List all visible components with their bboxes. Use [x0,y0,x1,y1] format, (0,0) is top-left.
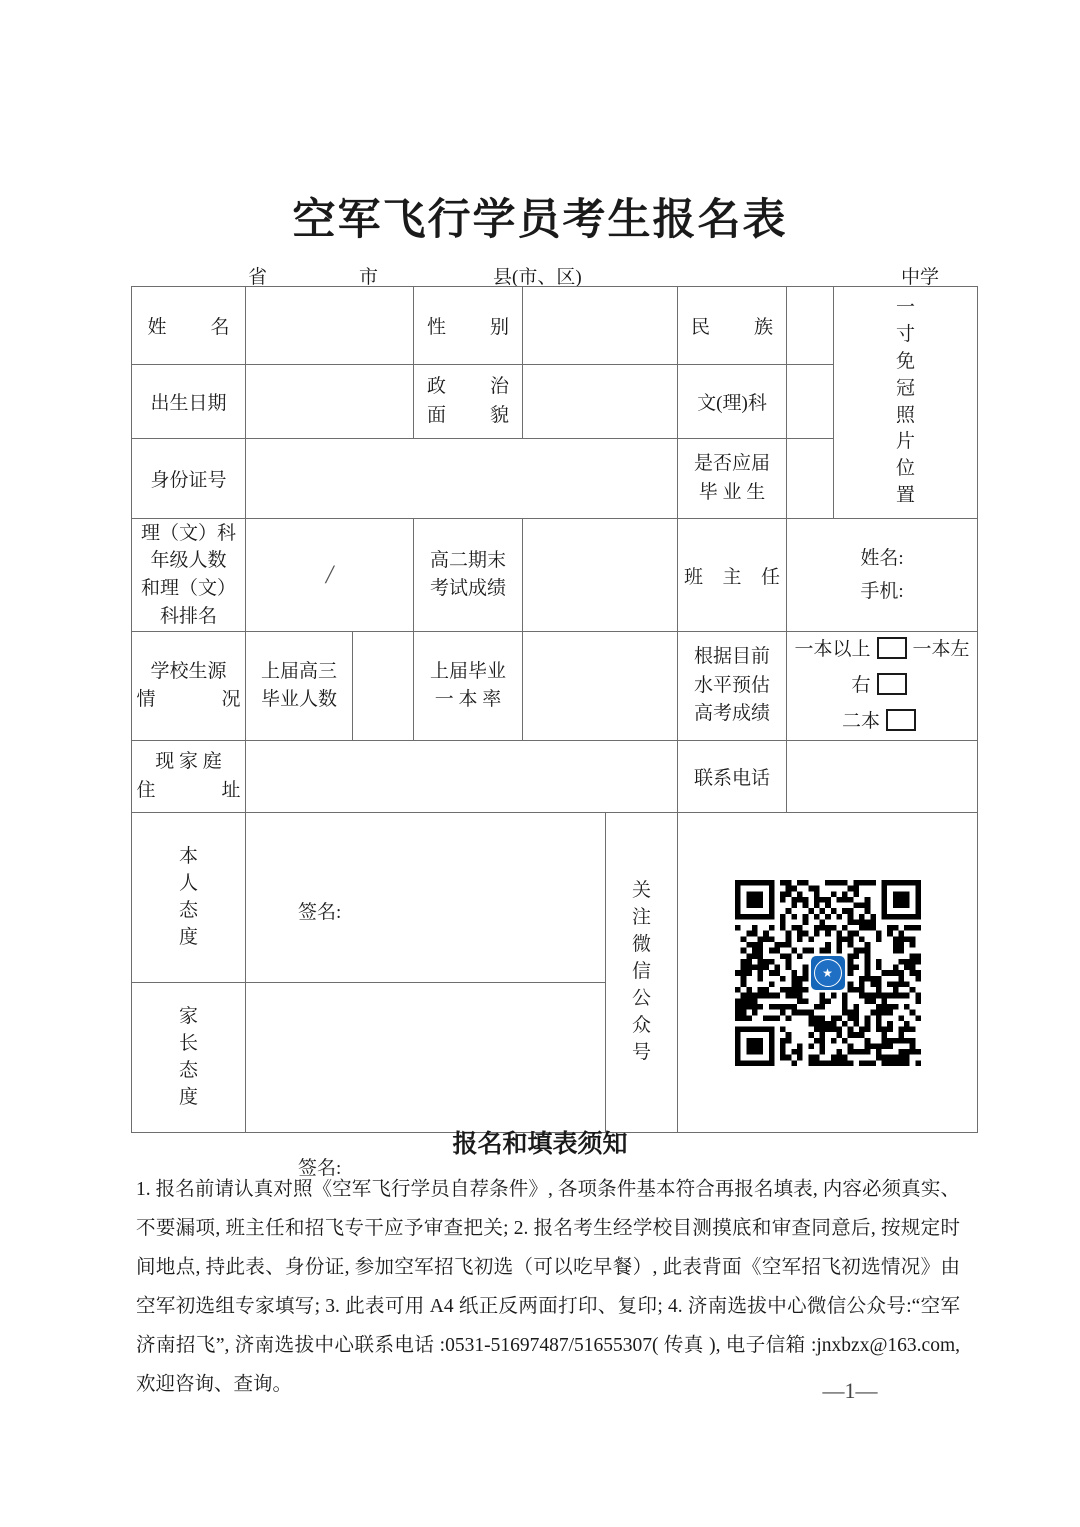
estimated-score-options-cell [787,632,978,741]
parent-signature-label: 签名: [298,1158,342,1180]
political-status-label-line2: 面 貌 [427,404,509,426]
class-rank-label-line2: 年级人数 [150,550,227,572]
estimate-option-above-first-tier-checkbox[interactable] [877,637,907,659]
self-attitude-label-cell [132,813,246,983]
wechat-account-logo-icon [809,954,847,992]
birthdate-value-cell[interactable] [246,365,414,439]
qr-code-cell[interactable] [678,813,978,1133]
idcard-value-cell[interactable] [246,439,678,519]
first-tier-rate-label-line2: 一 本 率 [434,689,502,711]
school-source-label-line2: 情 况 [136,689,241,711]
fresh-graduate-label-cell [678,439,787,519]
county-label: 县(市、区) [493,267,582,288]
exam-score-label-cell [414,519,523,632]
teacher-name-label: 姓名: [860,547,904,569]
page-number [0,1378,1080,1404]
page-title: 空军飞行学员考生报名表 [292,197,788,244]
estimated-score-label-cell [678,632,787,741]
class-rank-value-cell[interactable] [246,519,414,632]
table-row [132,813,978,983]
home-address-label-cell [132,741,246,813]
first-tier-rate-value-cell[interactable] [523,632,678,741]
last-grad-count-label-cell [246,632,353,741]
estimate-option-around-first-tier-checkbox[interactable] [877,673,907,695]
birthdate-label: 出生日期 [150,393,227,414]
school-label: 中学 [901,267,940,288]
political-status-label-cell [414,365,523,439]
page-number-value: —1— [822,1378,878,1403]
fresh-graduate-value-cell[interactable] [787,439,834,519]
estimated-score-label-line1: 根据目前 [693,646,770,668]
rank-slash: / [325,560,334,589]
gender-label: 性别 [427,317,509,338]
qr-code-wrapper [678,813,977,1132]
photo-placeholder-cell[interactable] [834,287,978,519]
notice-body: 1. 报名前请认真对照《空军飞行学员自荐条件》, 各项条件基本符合再报名填表, 内容必须真实、不要漏项, 班主任和招飞专干应予审查把关; 2. 报名考生经学校目测摸底和审查同意后, 按规定时间地点, 持此表、身份证, 参加空军招飞初选（可以吃早餐）, 此表背面《空军招飞初选情况》由空军初选组专家填写; 3. 此表可用 A4 纸正反两面打印、复印; 4. 济南选拔中心微信公众号:“空军济南招飞”, 济南选拔中心联系电话 :0531-51697487/51655307( 传真 ), 电子信箱 :jnxbzx@163.com, 欢迎咨询、查询。 [136,1179,960,1395]
self-signature-cell[interactable] [246,813,606,983]
estimated-score-label-line3: 高考成绩 [693,703,770,725]
class-rank-label-line1: 理（文）科 [140,522,236,544]
class-rank-label-line3: 和理（文） [140,578,236,599]
table-row [132,287,978,365]
political-status-value-cell[interactable] [523,365,678,439]
contact-phone-value-cell[interactable] [787,741,978,813]
star-icon: ★ [822,965,833,980]
school-source-label-cell [132,632,246,741]
fresh-graduate-label-line2: 毕 业 生 [698,481,766,503]
name-value-cell[interactable] [246,287,414,365]
province-label: 省 [248,267,268,288]
first-tier-rate-label-cell [414,632,523,741]
home-address-label-line2: 住 址 [136,779,241,801]
gender-label-cell [414,287,523,365]
photo-placeholder-label: 一 寸 免 冠 照 片 位 置 [895,296,915,507]
ethnicity-label-cell [678,287,787,365]
last-grad-count-label-line2: 毕业人数 [260,689,337,711]
estimated-score-label-line2: 水平预估 [693,674,770,696]
political-status-label-line1: 政 治 [427,376,509,397]
class-teacher-info-cell[interactable] [787,519,978,632]
contact-phone-label: 联系电话 [693,768,770,790]
class-teacher-label-cell [678,519,787,632]
school-source-label-line1: 学校生源 [150,660,227,682]
home-address-label-line1: 现 家 庭 [155,751,222,773]
first-tier-rate-label-line1: 上届毕业 [429,660,506,682]
class-teacher-label: 班主任 [684,566,780,588]
wechat-follow-label-cell [606,813,678,1133]
contact-phone-label-cell [678,741,787,813]
estimate-option-around-first-tier-label: 一本左右 [851,639,970,697]
exam-score-label-line1: 高二期末 [429,549,506,571]
fresh-graduate-label-line1: 是否应届 [693,453,770,474]
track-label: 文(理)科 [697,393,767,414]
idcard-label-cell [132,439,246,519]
self-attitude-label: 本 人 态 度 [178,845,198,948]
wechat-follow-label: 关 注 微 信 公 众 号 [631,880,651,1064]
parent-attitude-label-cell [132,983,246,1133]
track-value-cell[interactable] [787,365,834,439]
notice-title: 报名和填表须知 [452,1130,628,1158]
track-label-cell [678,365,787,439]
ethnicity-value-cell[interactable] [787,287,834,365]
gender-value-cell[interactable] [523,287,678,365]
estimate-option-second-tier-checkbox[interactable] [886,709,916,731]
estimate-option-above-first-tier-label: 一本以上 [794,639,871,660]
idcard-label: 身份证号 [150,470,227,491]
admin-header [131,262,977,286]
table-row [132,741,978,813]
city-label: 市 [359,267,379,288]
exam-score-label-line2: 考试成绩 [429,578,506,599]
name-label: 姓名 [147,317,230,338]
last-grad-count-label-line1: 上届高三 [260,660,337,682]
birthdate-label-cell [132,365,246,439]
table-row [132,632,978,741]
class-rank-label-line4: 科排名 [159,605,217,627]
teacher-phone-label: 手机: [860,581,904,602]
logo-inner-circle [814,959,842,987]
class-rank-label-cell [132,519,246,632]
last-grad-count-value-cell[interactable] [353,632,414,741]
parent-attitude-label: 家 长 态 度 [178,1005,198,1108]
table-row [132,519,978,632]
qr-code-holder [735,880,921,1066]
exam-score-value-cell[interactable] [523,519,678,632]
self-signature-label: 签名: [298,902,342,924]
name-label-cell [132,287,246,365]
estimate-option-second-tier-label: 二本 [841,711,880,733]
home-address-value-cell[interactable] [246,741,678,813]
ethnicity-label: 民族 [691,317,773,338]
